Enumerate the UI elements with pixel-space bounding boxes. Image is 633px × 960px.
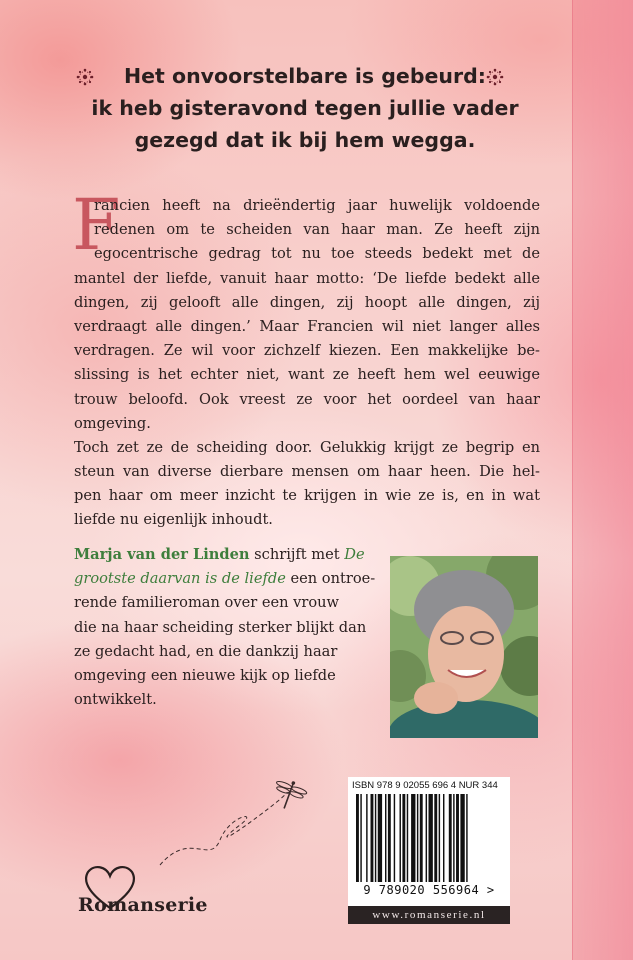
isbn-text: ISBN 978 9 02055 696 4 NUR 344	[352, 780, 498, 791]
tagline-line: Het onvoorstelbare is gebeurd:	[123, 64, 486, 88]
drop-cap: F	[72, 184, 121, 266]
blurb-line: slissing is het echter niet, want ze heeft hem wel eeuwige	[74, 366, 540, 384]
blurb-line: omgeving.	[74, 414, 151, 432]
book-title: grootste daarvan is de liefde	[74, 570, 286, 588]
publisher-logo-text: Romanserie	[78, 894, 208, 916]
tagline-line: ik heb gisteravond tegen jullie vader	[91, 96, 519, 120]
author-line: die na haar scheiding sterker blijkt dan	[74, 618, 367, 636]
blurb-line: verdragen. Ze wil voor zichzelf kiezen. Een makkelijke be-	[74, 342, 540, 360]
author-name: Marja van der Linden	[74, 546, 250, 563]
blurb-text	[74, 194, 540, 533]
barcode-bars	[356, 794, 502, 884]
blurb-line: mantel der liefde, vanuit haar motto: ‘De liefde bedekt alle	[74, 269, 540, 287]
author-text: een ontroe-	[285, 570, 376, 588]
blurb-line: verdraagt alle dingen.’ Maar Francien wil niet langer alles	[74, 317, 540, 335]
blurb-line: steun van diverse dierbare mensen om haar heen. Die hel-	[74, 463, 540, 481]
author-photo	[390, 556, 538, 738]
tagline-line: gezegd dat ik bij hem wegga.	[134, 128, 476, 152]
spine-edge	[572, 0, 633, 960]
website-url: www.romanserie.nl	[348, 906, 510, 924]
barcode-number: 9 789020 556964 >	[363, 883, 495, 897]
author-text: schrijft met	[249, 546, 345, 563]
author-line: ze gedacht had, en die dankzij haar	[74, 642, 338, 660]
blurb-line: redenen om te scheiden van haar man. Ze heeft zijn	[94, 221, 540, 239]
blurb-line: Toch zet ze de scheiding door. Gelukkig krijgt ze begrip en	[74, 438, 540, 456]
blurb-line: trouw beloofd. Ook vreest ze voor het oordeel van haar	[74, 390, 540, 408]
publisher-logo	[78, 862, 208, 932]
author-line: omgeving een nieuwe kijk op liefde	[74, 666, 336, 684]
author-line	[74, 543, 374, 567]
blurb-line: liefde nu eigenlijk inhoudt.	[74, 511, 273, 529]
barcode-box	[348, 777, 510, 918]
author-line: rende familieroman over een vrouw	[74, 594, 340, 612]
blurb-line: egocentrische gedrag tot nu toe steeds bedekt met de	[94, 245, 540, 263]
author-paragraph	[74, 543, 374, 712]
blurb-line: pen haar om meer inzicht te krijgen in wie ze is, en in wat	[74, 487, 540, 505]
book-title: De	[344, 546, 365, 563]
tagline	[90, 60, 520, 156]
author-line: ontwikkelt.	[74, 691, 157, 709]
blurb-line: dingen, zij gelooft alle dingen, zij hoopt alle dingen, zij	[74, 293, 540, 311]
dragonfly-icon	[150, 770, 320, 870]
blurb-line: rancien heeft na drieëndertig jaar huwelijk voldoende	[94, 197, 540, 214]
author-line	[74, 567, 374, 591]
